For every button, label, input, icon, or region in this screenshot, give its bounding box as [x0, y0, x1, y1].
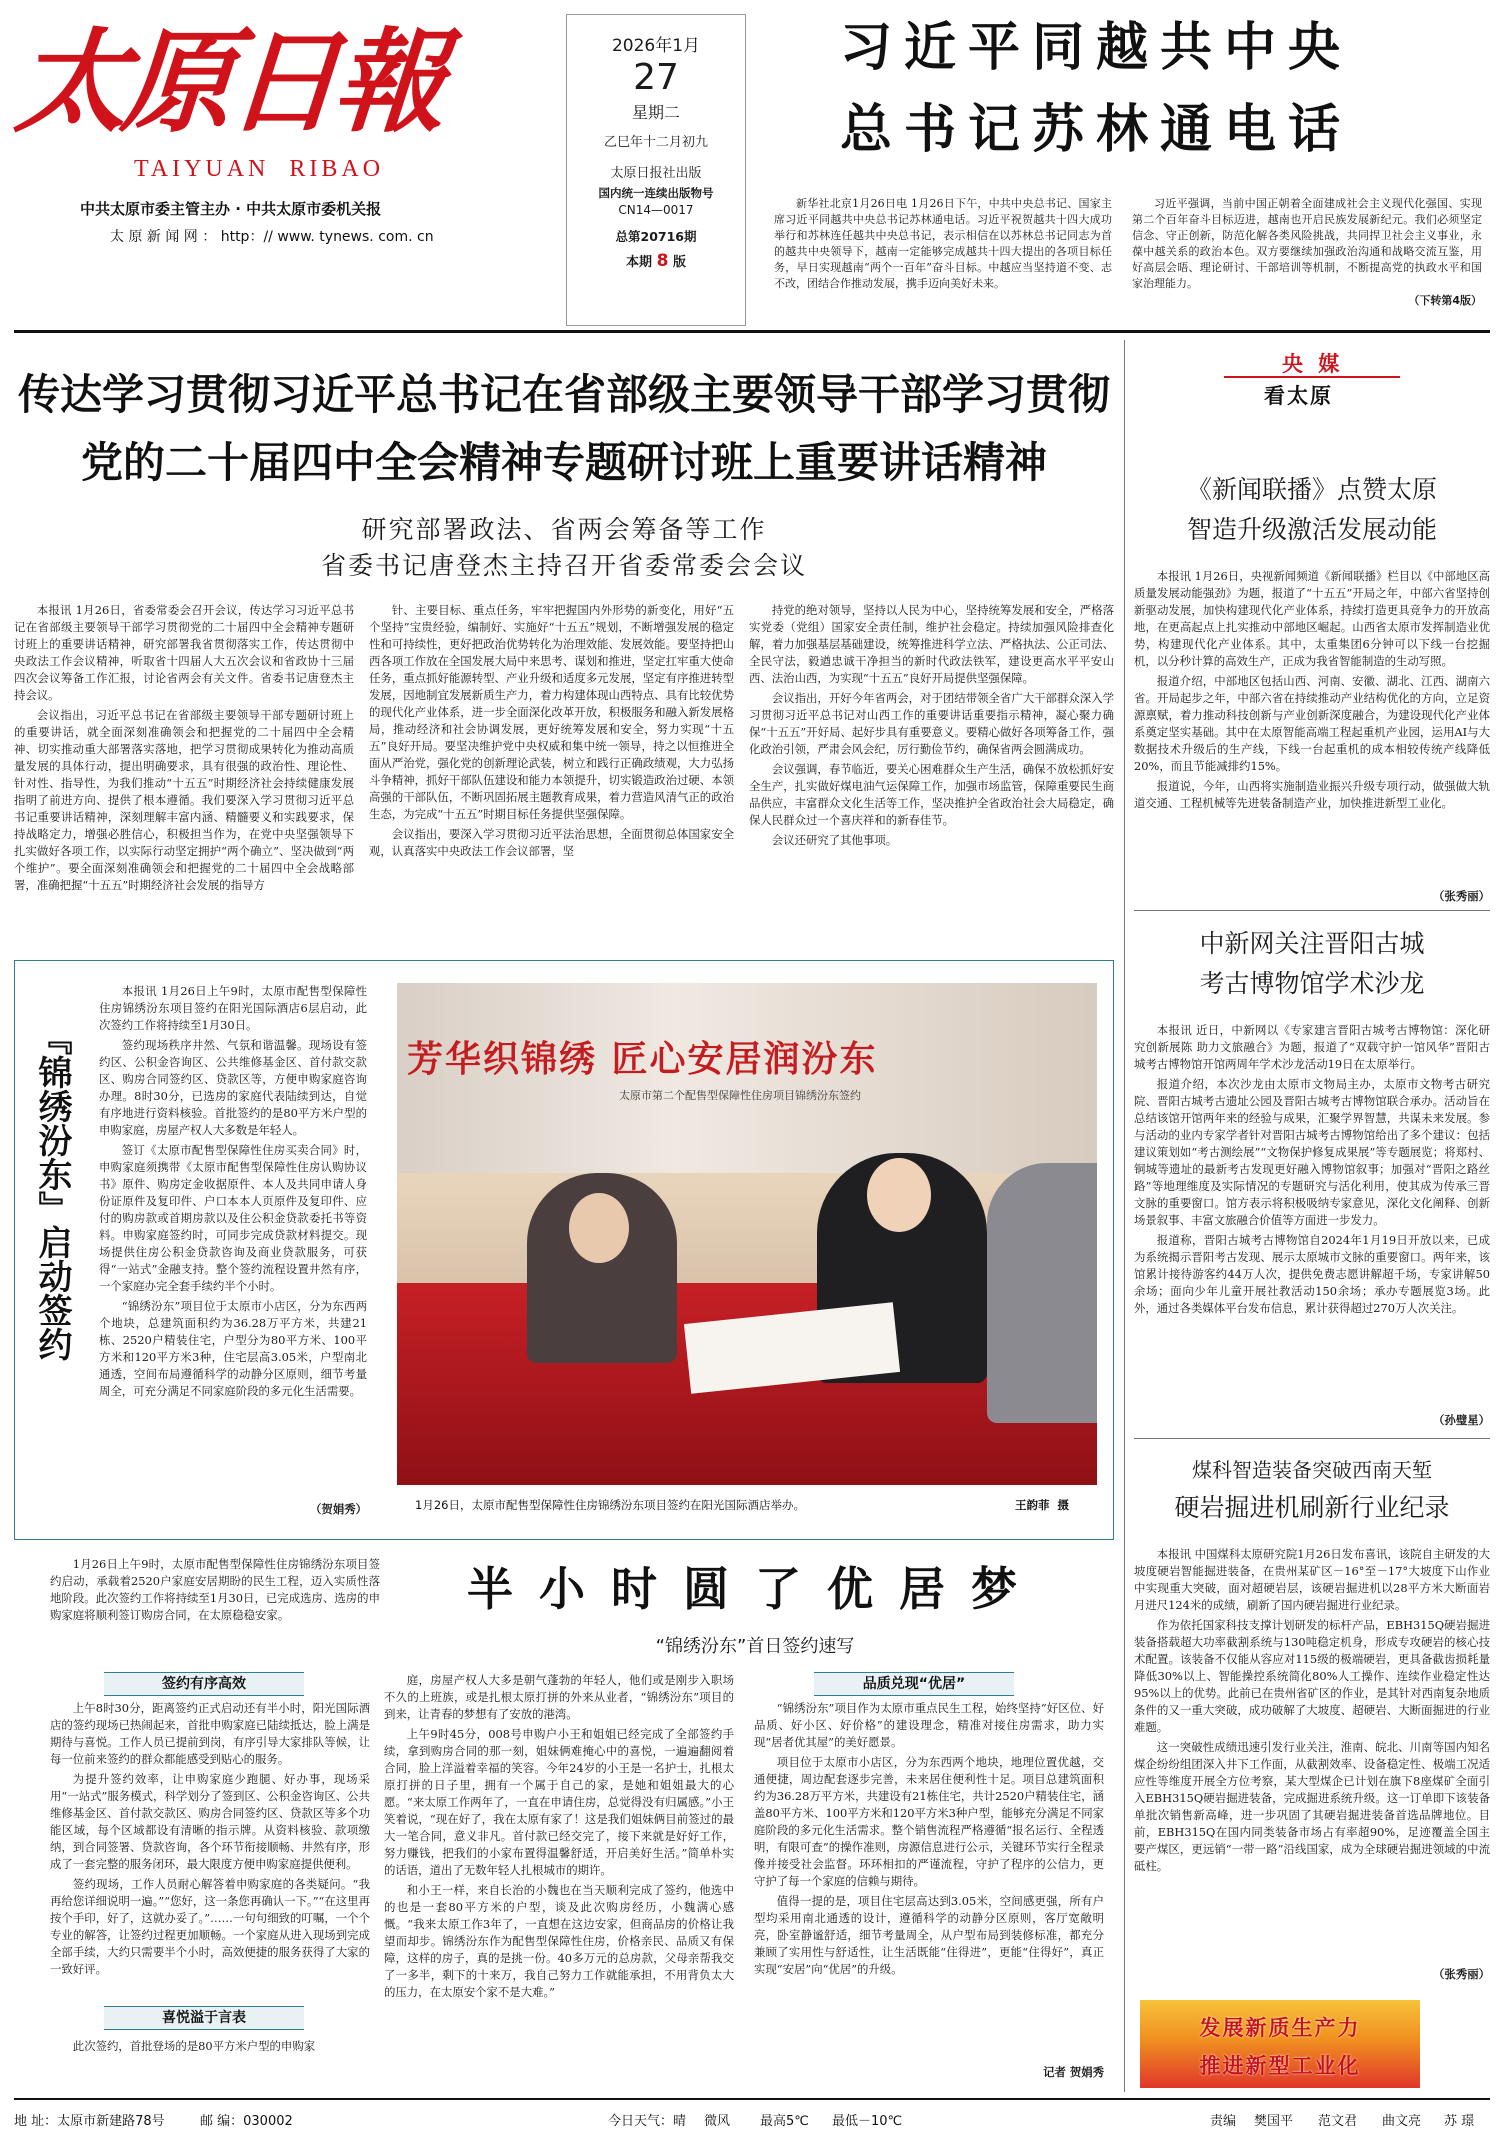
- publisher: 太原日报社出版: [610, 166, 702, 181]
- main-subhead-1: 研究部署政法、省两会筹备等工作: [361, 515, 767, 544]
- main-col-1-p1: 本报讯 1月26日，省委常委会召开会议，传达学习习近平总书记在省部级主要领导干部学习贯彻党的二十届四中全会精神专题研讨班上的重要讲话精神，研究部署我省贯彻落实工作，传达贯彻中央政法工作会议精神，听取省十四届人大五次会议和省政协十三届四次会议筹备工作汇报，讨论省两会有关文件。省委书记唐登杰主持会议。: [14, 603, 354, 702]
- side3-author: （张秀丽）: [1433, 1967, 1490, 1981]
- photo-person-right: [987, 1163, 1097, 1423]
- footer-wind: 微风: [704, 2114, 731, 2129]
- side1-p2: 报道介绍，中部地区包括山西、河南、安徽、湖北、江西、湖南六省。开局起步之年，中部六省在持续推动产业结构优化的方向，立足资源禀赋，着力推动科技创新与产业创新深度融合，为建设现代化产业体系奠定坚实基础。其中在太原智能高端工程起重机产业园，运用AI与大数据技术升级后的生产线，下线一台起重机的成本相较传统产线降低20%，而且节能减排约15%。: [1134, 674, 1490, 773]
- side2-title-1: 中新网关注晋阳古城: [1199, 929, 1425, 958]
- top-story-headline-1: 习近平同越共中央: [840, 18, 1353, 78]
- feature-box: [14, 960, 1114, 1540]
- sidebar-header-rule: [1224, 376, 1400, 378]
- top-story-text-1: 新华社北京1月26日电 1月26日下午，中共中央总书记、国家主席习近平同越共中央总书记苏林通电话。习近平祝贺越共十四大成功举行和苏林连任越共中央总书记，表示相信在以苏林总书记同志为首的越共中央领导下，越南一定能够完成越共十四大提出的各项目标任务，早日实现越南“两个一百年”奋斗目标。中越应当坚持道不变、志不改，团结合作推动发展，携手迈向美好未来。: [774, 197, 1112, 290]
- main-story: [14, 340, 1114, 960]
- side1-p3: 报道说，今年，山西将实施制造业振兴升级专项行动，做强做大轨道交通、工程机械等先进装备制造产业，加快推进新型工业化。: [1134, 779, 1490, 810]
- bottom-subhead: “锦绣汾东”首日签约速写: [655, 1636, 855, 1657]
- bottom-story: [14, 1548, 1114, 2092]
- side3-p3: 这一突破性成绩迅速引发行业关注，淮南、皖北、川南等国内知名煤企纷纷组团深入井下工作面，从截割效率、设备稳定性、极端工况适应性等维度开展全方位考察，某大型煤企已计划在旗下8座煤矿全面引入EBH315Q硬岩掘进装备，完成掘进系统升级。这一订单即下该装备单批次销售新高峰，进一步巩固了其硬岩掘进装备首选品牌地位。目前，EBH315Q在国内同类装备市场占有率超90%，足迹覆盖全国主要产煤区，更远销“一带一路”沿线国家，成为全球硬岩掘进领域的中流砥柱。: [1134, 1740, 1490, 1873]
- bottom-col-1-p2: 为提升签约效率，让申购家庭少跑腿、好办事，现场采用“一站式”服务模式，科学划分了签到区、公积金咨询区、公共维修基金区、首付款交款区、购房合同签约区、贷款区等多个功能区域，每个区域都设有清晰的指示牌。从资料核验、款项缴纳，到合同签署、贷款咨询，各个环节衔接顺畅、井然有序，形成了一套完整的服务闭环，最大限度方便申购家庭提供便利。: [50, 1772, 370, 1871]
- top-story-headline-2: 总书记苏林通电话: [840, 100, 1353, 160]
- side2-p2: 报道介绍，本次沙龙由太原市文物局主办，太原市文物考古研究院、晋阳古城考古遗址公园及晋阳古城考古博物馆联合承办。活动旨在总结该馆开馆两年来的经验与成果，汇聚学界智慧，共谋未来发展。参与活动的业内专家学者针对晋阳古城考古博物馆给出了多个建议：包括建议策划如“考古测绘展”“文物保护修复成果展”等专题展览；将郑村、铜城等遗址的最新考古发现更好融入博物馆叙事；加强对“晋阳之路丝路”等地理维度及实际情况的专题研究与活化利用，使其成为传承三晋文脉的重要窗口。馆方表示将积极吸纳专家意见，深化文化阐释、创新场景叙事、丰富文旅融合价值等方面进一步发力。: [1134, 1077, 1490, 1227]
- feature-body: [99, 983, 367, 1495]
- footer-high: 最高5℃: [760, 2114, 809, 2129]
- main-col-2-p2: 会议指出，要深入学习贯彻习近平法治思想，全面贯彻总体国家安全观，认真落实中央政法工作会议部署，坚: [369, 827, 734, 858]
- bottom-col-1-p1: 上午8时30分，距离签约正式启动还有半小时，阳光国际酒店的签约现场已热闹起来，首批申购家庭已陆续抵达，脸上满是期待与喜悦。工作人员已提前到岗，有序引导大家排队等候，让每一位前来签约的群众都能感受到贴心的服务。: [50, 1701, 370, 1766]
- masthead-sponsor: 中共太原市委主管主办 · 中共太原市委机关报: [80, 200, 382, 218]
- main-col-1-p2: 会议指出，习近平总书记在省部级主要领导干部专题研讨班上的重要讲话，就全面深刻准确领会和把握党的二十届四中全会精神、切实推动重大部署落实落地，把学习贯彻成果转化为推动高质量发展的具体行动，提出明确要求，具有很强的政治性、理论性、针对性、指导性，为我们推动“十五五”时期经济社会持续健康发展指明了前进方向、提供了根本遵循。我们要深入学习贯彻习近平总书记重要讲话精神，深刻理解丰富内涵、精髓要义和实践要求，保持战略定力，增强必胜信心，积极担当作为，在党中央坚强领导下扎实做好各项工作，以实际行动坚定拥护“两个确立”、坚决做到“两个维护”。要全面深刻准确领会和把握党的二十届四中全会战略部署，准确把握“十五五”时期经济社会发展的指导方: [14, 708, 354, 892]
- photo-sign-text: 太原市第二个配售型保障性住房项目锦绣汾东签约: [619, 1089, 861, 1102]
- side2-p3: 报道称，晋阳古城考古博物馆自2024年1月19日开放以来，已成为系统揭示晋阳考古发现、展示太原城市文脉的重要窗口。两年来，该馆累计接待游客约44万人次，提供免费志愿讲解超千场，专家讲解50余场；面向少年儿童开展社教活动150余场；承办专题展览3场。此外，通过各类媒体平台发布信息，累计获得超过270万人次关注。: [1134, 1233, 1490, 1315]
- side3-body: [1134, 1546, 1490, 1966]
- footer-editor-3: 曲文亮: [1382, 2114, 1422, 2129]
- bottom-col-2-p3: 和小王一样，来自长治的小魏也在当天顺利完成了签约，他选中的也是一套80平方米的户型，谈及此次购房经历，小魏满心感慨。“我来太原工作3年了，一直想在这边安家，但商品房的价格让我望而却步。锦绣汾东作为配售型保障性住房，价格亲民、品质又有保障，这样的房子，真的是挑一份。40多万元的总房款，父母亲帮我交了一多半，剩下的十来万，我自己努力工作就能承担，不用背负太大的压力，在太原安个家不是大难。”: [384, 1883, 734, 1999]
- page-count-number: 8: [656, 251, 669, 271]
- main-col-3-p2: 会议指出，开好今年省两会，对于团结带领全省广大干部群众深入学习贯彻习近平总书记对山西工作的重要讲话重要指示精神，凝心聚力确保“十五五”开好局、起好步具有重要意义。要精心做好各项筹备工作，强化政治引领，严肃会风会纪，厉行勤俭节约，确保省两会圆满成功。: [749, 691, 1114, 756]
- masthead: [11, 8, 554, 328]
- section-tag-2: 喜悦溢于言表: [104, 2006, 304, 2030]
- masthead-logo: 太原日報: [11, 17, 445, 148]
- section-tag-3: 品质兑现“优居”: [814, 1672, 1014, 1696]
- bottom-col-3-p1: “锦绣汾东”项目作为太原市重点民生工程，始终坚持“好区位、好品质、好小区、好价格”的建设理念，精准对接住房需求，助力实现“居者优其屋”的美好愿景。: [754, 1701, 1104, 1749]
- cn-number: CN14—0017: [618, 203, 694, 217]
- photo-person-face-left: [569, 1193, 629, 1263]
- signing-photo: [397, 983, 1097, 1485]
- footer-rule: [14, 2098, 1490, 2100]
- side2-author: （孙璧星）: [1433, 1413, 1490, 1427]
- masthead-rule: [14, 330, 1490, 333]
- development-banner: [1140, 2000, 1420, 2088]
- top-story-col-2: [1132, 196, 1482, 320]
- main-headline-2: 党的二十届四中全会精神专题研讨班上重要讲话精神: [80, 438, 1047, 487]
- bottom-intro-text: 1月26日上午9时，太原市配售型保障性住房锦绣汾东项目签约启动，承载着2520户家庭安居期盼的民生工程，迈入实质性落地阶段。此次签约工作将持续至1月30日，已完成选房、选房的申购家庭将顺利签订购房合同，在太原稳稳安家。: [50, 1557, 380, 1622]
- page-count-prefix: 本期: [626, 255, 653, 270]
- date-day: 27: [633, 57, 679, 98]
- cn-label: 国内统一连续出版物号: [598, 186, 714, 200]
- bottom-intro: [50, 1556, 380, 1674]
- top-story-text-2: 习近平强调，当前中国正朝着全面建成社会主义现代化强国、实现第二个百年奋斗目标迈进，越南也开启民族发展新纪元。我们必须坚定信念、守正创新，防范化解各类风险挑战，共同捍卫社会主义事业，永葆中越关系的政治本色。双方要继续加强政治沟通和战略交流互鉴，用好高层会晤、理论研讨、干部培训等机制，不断提高党的执政水平和国家治理能力。: [1132, 197, 1482, 290]
- sidebar-tag-2: 看太原: [1264, 384, 1333, 408]
- feature-p1: 本报讯 1月26日上午9时，太原市配售型保障性住房锦绣汾东项目签约在阳光国际酒店6层启动，此次签约工作将持续至1月30日。: [99, 984, 367, 1032]
- main-headline-1: 传达学习贯彻习近平总书记在省部级主要领导干部学习贯彻: [17, 370, 1110, 419]
- date-block: [566, 14, 746, 326]
- side3-title-2: 硬岩掘进机刷新行业纪录: [1174, 1493, 1450, 1522]
- footer-address: 地 址：太原市新建路78号: [14, 2114, 165, 2129]
- feature-p4: “锦绣汾东”项目位于太原市小店区，分为东西两个地块，总建筑面积约为36.28万平方米，共建21栋、2520户精装住宅，户型分为80平方米、100平方米和120平方米3种，住宅层高3.05米，户型南北通透，空间布局遵循科学的动静分区原则，细节考量周全，可充分满足不同家庭阶段的多元化生活需要。: [99, 1299, 367, 1398]
- date-weekday: 星期二: [631, 103, 680, 122]
- sidebar-divider: [1124, 340, 1125, 2092]
- masthead-website: 太 原 新 闻 网 ： http：// www. tynews. com. cn: [110, 229, 434, 245]
- side3-p1: 本报讯 中国煤科太原研究院1月26日发布喜讯，该院自主研发的大坡度硬岩智能掘进装备，在贵州某矿区－16°至－17°大坡度下山作业中实现重大突破，面对超硬岩层，该硬岩掘进机以28平方米大断面岩月进尺124米的成绩，刷新了国内硬岩掘进行业纪录。: [1134, 1547, 1490, 1612]
- photo-person-face-center: [867, 1158, 931, 1232]
- side1-p1: 本报讯 1月26日，央视新闻频道《新闻联播》栏目以《中部地区高质量发展动能强劲》为题，报道了“十五五”开局之年，中部六省坚持创新驱动发展，加快构建现代化产业体系，持续打造更具竞争力的开放高地，在更高起点上扎实推动中部地区崛起。山西省太原市发挥制造业优势，构建现代化产业体系。其中，太重集团6分钟可以下线一台挖掘机，以分秒计算的高效生产，正成为我省智能制造的生动写照。: [1134, 569, 1490, 668]
- side1-body: [1134, 568, 1490, 888]
- issue-total: 总第20716期: [615, 229, 697, 244]
- main-col-3-p4: 会议还研究了其他事项。: [771, 833, 898, 847]
- bottom-col-3-p3: 值得一提的是，项目住宅层高达到3.05米，空间感更强，所有户型均采用南北通透的设计，遵循科学的动静分区原则，客厅宽敞明亮，卧室静谧舒适，细节考量周全，从户型布局到装修标准，都充分兼顾了实用性与舒适性，让生活既能“住得进”，更能“住得好”，真正实现“安居”向“优居”的升级。: [754, 1894, 1104, 1976]
- side3-p2: 作为依托国家科技支撑计划研发的标杆产品，EBH315Q硬岩掘进装备搭载超大功率截割系统与130吨稳定机身，形成专攻硬岩的核心技术配置。该装备不仅能从容应对115级的极端硬岩，更具备截齿损耗量降低30%以上、智能操控系统简化80%人工操作、连续作业稳定性达95%以上的优势。此前已在贵州省矿区的作业，是其针对西南复杂地质条件的又一重大突破，成功破解了大坡度、超硬岩、大断面掘进的行业难题。: [1134, 1618, 1490, 1734]
- side3-title-1: 煤科智造装备突破西南天堑: [1192, 1458, 1432, 1482]
- bottom-col-1-tail: [50, 2038, 370, 2078]
- footer-weather: 今日天气：晴: [608, 2114, 687, 2129]
- date-lunar: 乙巳年十二月初九: [603, 135, 708, 150]
- bottom-author: 记者 贺娟秀: [1043, 2065, 1104, 2079]
- photo-banner-text: 芳华织锦绣 匠心安居润汾东: [407, 1039, 878, 1080]
- footer-editor-1: 樊国平: [1254, 2114, 1294, 2129]
- bottom-col-3: [754, 1700, 1104, 2056]
- bottom-col-2-p1: 庭，房屋产权人大多是朝气蓬勃的年轻人，他们或是刚步入职场不久的上班族，或是扎根太原打拼的外来从业者，“锦绣汾东”项目的到来，让青春的梦想有了安放的港湾。: [384, 1673, 734, 1721]
- bottom-col-2: [384, 1672, 734, 2082]
- side2-p1: 本报讯 近日，中新网以《专家建言晋阳古城考古博物馆：深化研究创新展陈 助力文旅融合》为题，报道了“双载守护一馆风华”晋阳古城考古博物馆开馆两周年学术沙龙活动19日在太原举行。: [1134, 1023, 1490, 1071]
- sidebar-header: [1134, 348, 1490, 438]
- bottom-col-1-p3: 签约现场，工作人员耐心解答着申购家庭的各类疑问。“我再给您详细说明一遍。”“您好，这一条您再确认一下。”“在这里再按个手印，好了，这就办妥了。”……一句句细致的叮嘱，一个个专业的解答，让签约过程更加顺畅。一个家庭从进入现场到完成全部手续，大约只需要半个小时，高效便捷的服务获得了大家的一致好评。: [50, 1877, 370, 1976]
- main-col-1: [14, 602, 354, 954]
- main-col-3-p1: 持党的绝对领导，坚持以人民为中心，坚持统筹发展和安全，严格落实党委（党组）国家安全责任制，维护社会稳定。持续加强风险排查化解，着力加强基层基础建设，统筹推进科学立法、严格执法、公正司法、全民守法，毅遒忠诚干净担当的新时代政法铁军，建设更高水平平安山西、法治山西，为实现“十五五”良好开局提供坚强保障。: [749, 603, 1114, 685]
- date-year-month: 2026年1月: [611, 36, 701, 56]
- side-divider-1: [1134, 910, 1490, 911]
- side-story-1: [1134, 470, 1490, 902]
- photo-credit: 王韵菲 摄: [1015, 1498, 1070, 1512]
- main-col-2-p1: 针、主要目标、重点任务，牢牢把握国内外形势的新变化，用好“五个坚持”宝贵经验，编制好、实施好“十五五”规划，不断增强发展的稳定性和可持续性，更好把政治优势转化为治理效能、发展效能。要坚持把山西各项工作放在全国发展大局中来思考、谋划和推进，坚定扛牢重大使命任务，重点抓好能源转型、产业升级和适度多元发展，坚定有序推进转型发展，因地制宜发展新质生产力，着力构建体现山西特点、具有比较优势的现代化产业体系，进一步全面深化改革开放，积极服务和融入新发展格局，推动经济和社会协调发展，更好统筹发展和安全，努力实现“十五五”良好开局。要坚决维护党中央权威和集中统一领导，持之以恒推进全面从严治党，强化党的创新理论武装，树立和践行正确政绩观，大力弘扬斗争精神，抓好干部队伍建设和能力本领提升，切实锻造政治过硬、本领高强的干部队伍，不断巩固拓展主题教育成果，着力营造风清气正的政治生态，为完成“十五五”时期目标任务提供坚强保障。: [369, 603, 734, 821]
- side1-author: （张秀丽）: [1433, 889, 1490, 903]
- bottom-col-2-p2: 上午9时45分，008号申购户小王和姐姐已经完成了全部签约手续，拿到购房合同的那一刻，姐妹俩难掩心中的喜悦，一遍遍翻阅着合同，脸上洋溢着幸福的笑容。今年24岁的小王是一名护士，扎根太原打拼的日子里，拥有一个属于自己的家，是她和姐姐最大的心愿。“来太原工作两年了，一直在申请住房，总觉得没有归属感。”小王笑着说，“现在好了，我在太原有家了！这是我们姐妹俩目前签过的最大一笔合同，意义非凡。首付款已经交完了，接下来就是好好工作，努力赚钱，把我们的小家布置得温馨舒适，开启美好生活。”简单朴实的话语，道出了无数年轻人扎根城市的期许。: [384, 1727, 734, 1877]
- side2-body: [1134, 1022, 1490, 1412]
- page-count-suffix: 版: [672, 255, 686, 270]
- photo-caption: 1月26日，太原市配售型保障性住房锦绣汾东项目签约在阳光国际酒店举办。: [415, 1498, 805, 1512]
- bottom-col-1-tail-text: 此次签约，首批登场的是80平方米户型的申购家: [72, 2039, 316, 2053]
- section-tag-1: 签约有序高效: [104, 1672, 304, 1696]
- top-story-col-1: [774, 196, 1112, 320]
- bottom-headline: 半小时圆了优居梦: [467, 1562, 1043, 1616]
- main-subhead-2: 省委书记唐登杰主持召开省委常委会会议: [320, 551, 807, 580]
- main-col-3-p3: 会议强调，春节临近，要关心困难群众生产生活，确保不放松抓好安全生产，扎实做好煤电油气运保障工作，加强市场监管，保障重要民生商品供应，丰富群众文化生活等工作，坚决推护全省政治社会大局稳定，确保人民群众过一个喜庆祥和的新春佳节。: [749, 762, 1114, 827]
- side-divider-2: [1134, 1438, 1490, 1439]
- side-story-2: [1134, 924, 1490, 1427]
- top-story: [760, 10, 1490, 326]
- footer-editor-2: 范文君: [1318, 2114, 1358, 2129]
- sidebar-tag-1: 央 媒: [1282, 352, 1344, 376]
- bottom-col-3-p2: 项目位于太原市小店区，分为东西两个地块，地理位置优越，交通便捷，周边配套逐步完善，未来居住便利性十足。项目总建筑面积约为36.28万平方米，共建设有21栋住宅，共计2520户精装住宅，涵盖80平方米、100平方米和120平方米3种户型，能够充分满足不同家庭阶段的多元化生活需求。整个销售流程严格遵循“报名运行、全程透明，有限可查”的操作准则，房源信息进行公示，关键环节实行全程录像并接受社会监督。环环相扣的严谨流程，守护了程序的公信力，更守护了每一个家庭的信赖与期待。: [754, 1755, 1104, 1888]
- page-count: [567, 251, 745, 271]
- footer-editor-label: 责编: [1210, 2114, 1237, 2129]
- feature-p3: 签订《太原市配售型保障性住房买卖合同》时，申购家庭须携带《太原市配售型保障性住房认购协议书》原件、购房定金收据原件、本人及共同申请人身份证原件及复印件、户口本本人页原件及复印件、应付的购房款或首期房款以及住公积金贷款委托书等资料。申购家庭签约时，可同步完成贷款材料提交。现场提供住房公积金贷款咨询及商业贷款服务，可获得“一站式”金融支持。整个签约流程设置井然有序，一个家庭办完全套手续约半个小时。: [99, 1143, 367, 1293]
- banner-line-2: 推进新型工业化: [1199, 2054, 1361, 2078]
- banner-line-1: 发展新质生产力: [1199, 2016, 1361, 2040]
- feature-author: （贺娟秀）: [310, 1502, 367, 1516]
- footer-editor-4: 苏 璟: [1444, 2114, 1475, 2129]
- side1-title-2: 智造升级激活发展动能: [1186, 515, 1437, 544]
- main-col-3: [749, 602, 1114, 954]
- feature-side-title: 『锦绣汾东』启动签约: [32, 1021, 72, 1361]
- footer-low: 最低－10℃: [832, 2114, 903, 2129]
- top-story-jump: （下转第4版）: [1408, 294, 1482, 307]
- masthead-pinyin: TAIYUAN RIBAO: [134, 156, 385, 182]
- bottom-col-1: [50, 1700, 370, 2048]
- main-col-2: [369, 602, 734, 954]
- side-story-3: [1134, 1452, 1490, 1992]
- footer-postcode: 邮 编：030002: [200, 2114, 293, 2129]
- side1-title-1: 《新闻联播》点赞太原: [1186, 475, 1437, 504]
- side2-title-2: 考古博物馆学术沙龙: [1199, 969, 1425, 998]
- feature-p2: 签约现场秩序井然、气氛和谐温馨。现场设有签约区、公积金咨询区、公共维修基金区、首付款交款区、购房合同签约区、贷款区等，方便申购家庭咨询办理。8时30分，已选房的家庭代表陆续到达，自觉有序地进行资料核验。首批签约的是80平方米户型的申购家庭，房屋产权人大多数是年轻人。: [99, 1038, 367, 1137]
- footer: [14, 2106, 1490, 2136]
